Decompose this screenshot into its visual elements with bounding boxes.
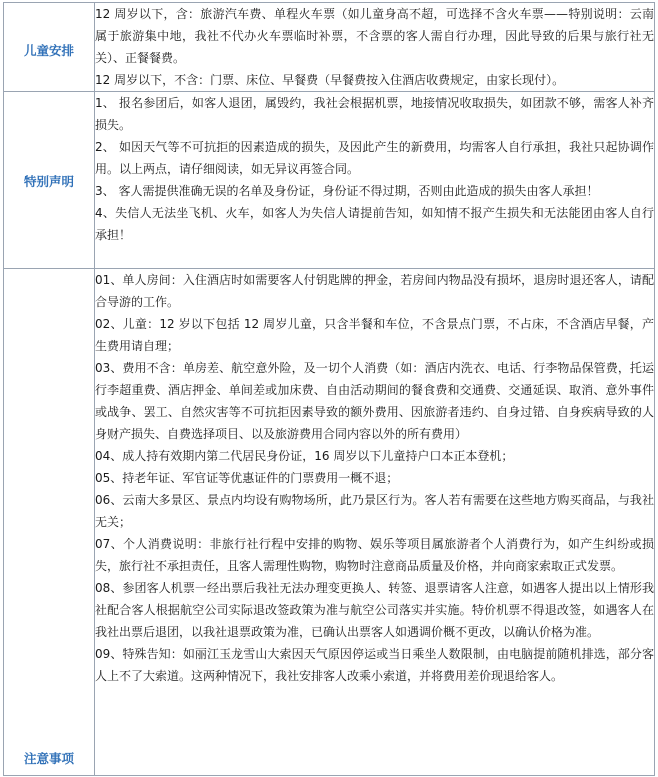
section-label-text: 特别声明 — [23, 174, 74, 189]
paragraph: 09、特殊告知：如丽江玉龙雪山大索因天气原因停运或当日乘坐人数限制，由电脑提前随机排选，部分客人上不了大索道。这两种情况下，我社安排客人改乘小索道，并将费用差价现退给客人。 — [95, 647, 654, 683]
section-label-children — [4, 3, 95, 92]
section-label-text: 儿童安排 — [23, 43, 74, 58]
paragraph: 3、 客人需提供准确无误的名单及身份证，身份证不得过期，否则由此造成的损失由客人承担！ — [95, 184, 599, 198]
section-row-children — [4, 3, 655, 92]
paragraph: 12 周岁以下，不含：门票、床位、早餐费（早餐费按入住酒店收费规定，由家长现付）。 — [95, 73, 565, 87]
section-row-notes — [4, 269, 655, 776]
paragraph: 02、儿童：12 岁以下包括 12 周岁儿童，只含半餐和车位，不含景点门票，不占床，不含酒店早餐，产生费用请自理； — [95, 317, 654, 353]
paragraph: 04、成人持有效期内第二代居民身份证，16 周岁以下儿童持户口本正本登机； — [95, 449, 514, 463]
travel-notice-table — [3, 2, 655, 776]
paragraph: 05、持老年证、军官证等优惠证件的门票费用一概不退； — [95, 471, 399, 485]
section-label-notes — [4, 269, 95, 776]
section-content-special-statement — [95, 92, 655, 269]
paragraph: 06、云南大多景区、景点内均设有购物场所，此乃景区行为。客人若有需要在这些地方购买商品，与我社无关； — [95, 493, 654, 529]
paragraph: 4、失信人无法坐飞机、火车，如客人为失信人请提前告知，如知情不报产生损失和无法能团由客人自行承担！ — [95, 206, 654, 242]
section-content-children — [95, 3, 655, 92]
paragraph: 2、 如因天气等不可抗拒的因素造成的损失，及因此产生的新费用，均需客人自行承担，我社只起协调作用。以上两点，请仔细阅读，如无异议再签合同。 — [95, 140, 654, 176]
section-label-special-statement — [4, 92, 95, 269]
paragraph: 12 周岁以下，含：旅游汽车费、单程火车票（如儿童身高不超，可选择不含火车票——特别说明：云南属于旅游集中地，我社不代办火车票临时补票，不含票的客人需自行办理，因此导致的后果与旅行社无关）、正餐餐费。 — [95, 7, 654, 65]
section-row-special-statement — [4, 92, 655, 269]
section-content-notes — [95, 269, 655, 776]
paragraph: 03、费用不含：单房差、航空意外险，及一切个人消费（如：酒店内洗衣、电话、行李物品保管费，托运行李超重费、酒店押金、单间差或加床费、自由活动期间的餐食费和交通费、交通延误、取消、意外事件或战争、罢工、自然灾害等不可抗拒因素导致的额外费用、因旅游者违约、自身过错、自身疾病导致的人身财产损失、自费选择项目、以及旅游费用合同内容以外的所有费用） — [95, 361, 654, 441]
paragraph: 1、 报名参团后，如客人退团，属毁约，我社会根据机票，地接情况收取损失，如团款不够，需客人补齐损失。 — [95, 96, 654, 132]
paragraph: 07、个人消费说明：非旅行社行程中安排的购物、娱乐等项目属旅游者个人消费行为，如产生纠纷或损失，旅行社不承担责任，且客人需理性购物，购物时注意商品质量及价格，并向商家索取正式发票。 — [95, 537, 654, 573]
section-label-text: 注意事项 — [23, 751, 74, 766]
paragraph: 08、参团客人机票一经出票后我社无法办理变更换人、转签、退票请客人注意，如遇客人提出以上情形我社配合客人根据航空公司实际退改签政策为准与航空公司落实并实施。特价机票不得退改签，如遇客人在我社出票后退团，以我社退票政策为准，已确认出票客人如遇调价概不更改，以确认价格为准。 — [95, 581, 654, 639]
paragraph: 01、单人房间：入住酒店时如需要客人付钥匙牌的押金，若房间内物品没有损坏，退房时退还客人，请配合导游的工作。 — [95, 273, 654, 309]
